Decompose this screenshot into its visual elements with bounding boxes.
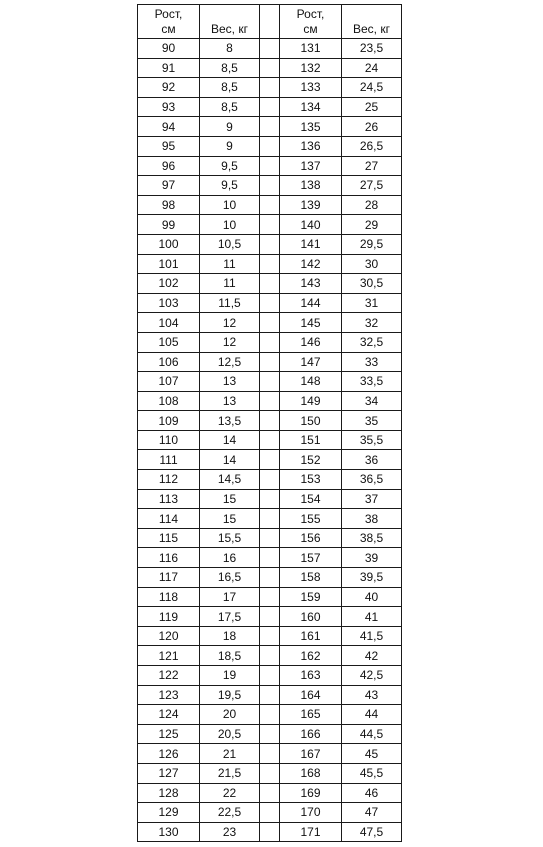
height-cell: 149 bbox=[280, 391, 342, 411]
weight-cell: 23,5 bbox=[342, 39, 402, 59]
height-cell: 141 bbox=[280, 234, 342, 254]
weight-cell: 44 bbox=[342, 705, 402, 725]
weight-cell: 30,5 bbox=[342, 274, 402, 294]
height-cell: 112 bbox=[138, 470, 200, 490]
height-cell: 105 bbox=[138, 332, 200, 352]
column-gap bbox=[260, 509, 280, 529]
table-row bbox=[138, 372, 402, 392]
weight-cell: 14 bbox=[200, 430, 260, 450]
height-cell: 103 bbox=[138, 293, 200, 313]
table-row bbox=[138, 234, 402, 254]
column-gap bbox=[260, 822, 280, 842]
weight-cell: 19,5 bbox=[200, 685, 260, 705]
height-cell: 164 bbox=[280, 685, 342, 705]
weight-cell: 47 bbox=[342, 803, 402, 823]
table-row bbox=[138, 195, 402, 215]
column-gap bbox=[260, 293, 280, 313]
height-cell: 122 bbox=[138, 666, 200, 686]
height-cell: 150 bbox=[280, 411, 342, 431]
weight-cell: 9 bbox=[200, 117, 260, 137]
column-gap bbox=[260, 332, 280, 352]
column-gap bbox=[260, 117, 280, 137]
table-row bbox=[138, 528, 402, 548]
height-cell: 125 bbox=[138, 724, 200, 744]
height-cell: 153 bbox=[280, 470, 342, 490]
table-row bbox=[138, 176, 402, 196]
height-cell: 131 bbox=[280, 39, 342, 59]
weight-cell: 21 bbox=[200, 744, 260, 764]
weight-cell: 9,5 bbox=[200, 176, 260, 196]
height-cell: 95 bbox=[138, 136, 200, 156]
column-gap bbox=[260, 97, 280, 117]
column-gap bbox=[260, 450, 280, 470]
weight-cell: 25 bbox=[342, 97, 402, 117]
column-gap bbox=[260, 39, 280, 59]
column-gap bbox=[260, 313, 280, 333]
height-cell: 124 bbox=[138, 705, 200, 725]
table-row bbox=[138, 548, 402, 568]
column-gap bbox=[260, 803, 280, 823]
table-row bbox=[138, 136, 402, 156]
weight-cell: 17,5 bbox=[200, 607, 260, 627]
header-weight-label: Вес, кг bbox=[211, 21, 248, 36]
column-gap bbox=[260, 5, 280, 39]
weight-cell: 18 bbox=[200, 626, 260, 646]
height-cell: 108 bbox=[138, 391, 200, 411]
table-row bbox=[138, 411, 402, 431]
weight-cell: 17 bbox=[200, 587, 260, 607]
column-gap bbox=[260, 744, 280, 764]
weight-cell: 11,5 bbox=[200, 293, 260, 313]
table-row bbox=[138, 274, 402, 294]
weight-cell: 22 bbox=[200, 783, 260, 803]
table-row bbox=[138, 666, 402, 686]
weight-cell: 9,5 bbox=[200, 156, 260, 176]
table-row bbox=[138, 587, 402, 607]
height-cell: 145 bbox=[280, 313, 342, 333]
weight-cell: 22,5 bbox=[200, 803, 260, 823]
height-cell: 120 bbox=[138, 626, 200, 646]
column-gap bbox=[260, 58, 280, 78]
height-cell: 94 bbox=[138, 117, 200, 137]
weight-cell: 11 bbox=[200, 274, 260, 294]
height-cell: 98 bbox=[138, 195, 200, 215]
weight-cell: 28 bbox=[342, 195, 402, 215]
weight-cell: 38 bbox=[342, 509, 402, 529]
weight-cell: 15 bbox=[200, 509, 260, 529]
header-weight-spacer bbox=[200, 7, 259, 22]
weight-cell: 21,5 bbox=[200, 763, 260, 783]
table-row bbox=[138, 254, 402, 274]
table-row bbox=[138, 646, 402, 666]
weight-cell: 33 bbox=[342, 352, 402, 372]
table-row bbox=[138, 685, 402, 705]
height-cell: 101 bbox=[138, 254, 200, 274]
column-gap bbox=[260, 666, 280, 686]
column-gap bbox=[260, 626, 280, 646]
table-row bbox=[138, 352, 402, 372]
weight-cell: 40 bbox=[342, 587, 402, 607]
height-cell: 157 bbox=[280, 548, 342, 568]
height-cell: 134 bbox=[280, 97, 342, 117]
height-cell: 135 bbox=[280, 117, 342, 137]
height-cell: 140 bbox=[280, 215, 342, 235]
weight-cell: 24 bbox=[342, 58, 402, 78]
table-row bbox=[138, 763, 402, 783]
table-row bbox=[138, 117, 402, 137]
weight-cell: 36,5 bbox=[342, 470, 402, 490]
height-cell: 169 bbox=[280, 783, 342, 803]
height-cell: 152 bbox=[280, 450, 342, 470]
column-gap bbox=[260, 470, 280, 490]
height-cell: 93 bbox=[138, 97, 200, 117]
table-row bbox=[138, 78, 402, 98]
height-cell: 136 bbox=[280, 136, 342, 156]
header-weight-spacer bbox=[342, 7, 401, 22]
height-cell: 162 bbox=[280, 646, 342, 666]
table-row bbox=[138, 607, 402, 627]
column-gap bbox=[260, 391, 280, 411]
height-cell: 160 bbox=[280, 607, 342, 627]
table-row bbox=[138, 783, 402, 803]
height-cell: 128 bbox=[138, 783, 200, 803]
table-row bbox=[138, 39, 402, 59]
column-gap bbox=[260, 568, 280, 588]
weight-cell: 12 bbox=[200, 313, 260, 333]
table-row bbox=[138, 156, 402, 176]
height-cell: 113 bbox=[138, 489, 200, 509]
weight-cell: 16,5 bbox=[200, 568, 260, 588]
height-cell: 129 bbox=[138, 803, 200, 823]
column-gap bbox=[260, 685, 280, 705]
column-gap bbox=[260, 763, 280, 783]
height-cell: 167 bbox=[280, 744, 342, 764]
column-gap bbox=[260, 548, 280, 568]
height-weight-table bbox=[137, 4, 402, 842]
column-gap bbox=[260, 176, 280, 196]
height-cell: 110 bbox=[138, 430, 200, 450]
weight-cell: 27,5 bbox=[342, 176, 402, 196]
height-cell: 159 bbox=[280, 587, 342, 607]
height-cell: 92 bbox=[138, 78, 200, 98]
table-row bbox=[138, 626, 402, 646]
height-cell: 100 bbox=[138, 234, 200, 254]
weight-cell: 29 bbox=[342, 215, 402, 235]
height-cell: 109 bbox=[138, 411, 200, 431]
column-gap bbox=[260, 724, 280, 744]
weight-cell: 30 bbox=[342, 254, 402, 274]
table-row bbox=[138, 509, 402, 529]
weight-cell: 41 bbox=[342, 607, 402, 627]
table-row bbox=[138, 744, 402, 764]
weight-cell: 12,5 bbox=[200, 352, 260, 372]
table-row bbox=[138, 724, 402, 744]
table-row bbox=[138, 97, 402, 117]
weight-cell: 42 bbox=[342, 646, 402, 666]
column-gap bbox=[260, 136, 280, 156]
column-gap bbox=[260, 352, 280, 372]
header-height-line2: см bbox=[161, 21, 176, 36]
height-cell: 163 bbox=[280, 666, 342, 686]
table-row bbox=[138, 430, 402, 450]
height-cell: 115 bbox=[138, 528, 200, 548]
weight-cell: 23 bbox=[200, 822, 260, 842]
weight-cell: 10 bbox=[200, 215, 260, 235]
column-gap bbox=[260, 607, 280, 627]
height-cell: 161 bbox=[280, 626, 342, 646]
height-cell: 143 bbox=[280, 274, 342, 294]
height-cell: 117 bbox=[138, 568, 200, 588]
table-row bbox=[138, 803, 402, 823]
height-cell: 107 bbox=[138, 372, 200, 392]
weight-cell: 26 bbox=[342, 117, 402, 137]
weight-cell: 9 bbox=[200, 136, 260, 156]
height-cell: 111 bbox=[138, 450, 200, 470]
height-cell: 137 bbox=[280, 156, 342, 176]
column-gap bbox=[260, 411, 280, 431]
table-row bbox=[138, 313, 402, 333]
table-row bbox=[138, 332, 402, 352]
weight-cell: 35,5 bbox=[342, 430, 402, 450]
weight-cell: 38,5 bbox=[342, 528, 402, 548]
weight-cell: 8 bbox=[200, 39, 260, 59]
height-cell: 104 bbox=[138, 313, 200, 333]
header-height-line1: Рост, bbox=[154, 6, 183, 21]
height-cell: 132 bbox=[280, 58, 342, 78]
column-gap bbox=[260, 274, 280, 294]
header-row bbox=[138, 5, 402, 39]
height-cell: 168 bbox=[280, 763, 342, 783]
weight-cell: 16 bbox=[200, 548, 260, 568]
height-cell: 147 bbox=[280, 352, 342, 372]
column-gap bbox=[260, 372, 280, 392]
weight-cell: 29,5 bbox=[342, 234, 402, 254]
weight-cell: 45,5 bbox=[342, 763, 402, 783]
weight-cell: 12 bbox=[200, 332, 260, 352]
weight-cell: 32 bbox=[342, 313, 402, 333]
height-cell: 144 bbox=[280, 293, 342, 313]
weight-cell: 18,5 bbox=[200, 646, 260, 666]
table-body bbox=[138, 5, 402, 842]
weight-cell: 37 bbox=[342, 489, 402, 509]
table-row bbox=[138, 489, 402, 509]
height-cell: 146 bbox=[280, 332, 342, 352]
weight-cell: 33,5 bbox=[342, 372, 402, 392]
height-cell: 138 bbox=[280, 176, 342, 196]
weight-cell: 24,5 bbox=[342, 78, 402, 98]
height-cell: 126 bbox=[138, 744, 200, 764]
height-cell: 158 bbox=[280, 568, 342, 588]
height-cell: 119 bbox=[138, 607, 200, 627]
height-cell: 91 bbox=[138, 58, 200, 78]
weight-cell: 15,5 bbox=[200, 528, 260, 548]
weight-cell: 35 bbox=[342, 411, 402, 431]
height-cell: 166 bbox=[280, 724, 342, 744]
weight-cell: 11 bbox=[200, 254, 260, 274]
header-weight-left bbox=[200, 5, 260, 39]
header-height-line2: см bbox=[303, 21, 318, 36]
table-row bbox=[138, 391, 402, 411]
weight-cell: 8,5 bbox=[200, 78, 260, 98]
height-cell: 170 bbox=[280, 803, 342, 823]
table-row bbox=[138, 293, 402, 313]
height-cell: 171 bbox=[280, 822, 342, 842]
weight-cell: 8,5 bbox=[200, 58, 260, 78]
weight-cell: 26,5 bbox=[342, 136, 402, 156]
weight-cell: 20 bbox=[200, 705, 260, 725]
weight-cell: 34 bbox=[342, 391, 402, 411]
column-gap bbox=[260, 254, 280, 274]
weight-cell: 31 bbox=[342, 293, 402, 313]
column-gap bbox=[260, 156, 280, 176]
table-row bbox=[138, 215, 402, 235]
column-gap bbox=[260, 195, 280, 215]
height-cell: 151 bbox=[280, 430, 342, 450]
weight-cell: 42,5 bbox=[342, 666, 402, 686]
table-row bbox=[138, 58, 402, 78]
weight-cell: 13 bbox=[200, 391, 260, 411]
height-cell: 116 bbox=[138, 548, 200, 568]
table-row bbox=[138, 568, 402, 588]
height-cell: 142 bbox=[280, 254, 342, 274]
column-gap bbox=[260, 528, 280, 548]
weight-cell: 8,5 bbox=[200, 97, 260, 117]
height-cell: 127 bbox=[138, 763, 200, 783]
column-gap bbox=[260, 587, 280, 607]
height-cell: 99 bbox=[138, 215, 200, 235]
weight-cell: 47,5 bbox=[342, 822, 402, 842]
height-cell: 114 bbox=[138, 509, 200, 529]
table-row bbox=[138, 450, 402, 470]
weight-cell: 32,5 bbox=[342, 332, 402, 352]
table-row bbox=[138, 822, 402, 842]
height-cell: 123 bbox=[138, 685, 200, 705]
height-cell: 154 bbox=[280, 489, 342, 509]
column-gap bbox=[260, 489, 280, 509]
header-height-left bbox=[138, 5, 200, 39]
weight-cell: 13,5 bbox=[200, 411, 260, 431]
height-cell: 165 bbox=[280, 705, 342, 725]
header-weight-right bbox=[342, 5, 402, 39]
table-row bbox=[138, 705, 402, 725]
height-cell: 148 bbox=[280, 372, 342, 392]
header-weight-label: Вес, кг bbox=[353, 21, 390, 36]
weight-cell: 39 bbox=[342, 548, 402, 568]
weight-cell: 46 bbox=[342, 783, 402, 803]
weight-cell: 27 bbox=[342, 156, 402, 176]
weight-cell: 43 bbox=[342, 685, 402, 705]
weight-cell: 10 bbox=[200, 195, 260, 215]
weight-cell: 45 bbox=[342, 744, 402, 764]
height-cell: 96 bbox=[138, 156, 200, 176]
header-height-right bbox=[280, 5, 342, 39]
height-cell: 130 bbox=[138, 822, 200, 842]
column-gap bbox=[260, 234, 280, 254]
weight-cell: 10,5 bbox=[200, 234, 260, 254]
weight-cell: 41,5 bbox=[342, 626, 402, 646]
weight-cell: 36 bbox=[342, 450, 402, 470]
height-cell: 102 bbox=[138, 274, 200, 294]
weight-cell: 15 bbox=[200, 489, 260, 509]
weight-cell: 19 bbox=[200, 666, 260, 686]
column-gap bbox=[260, 646, 280, 666]
weight-cell: 39,5 bbox=[342, 568, 402, 588]
weight-cell: 13 bbox=[200, 372, 260, 392]
weight-cell: 20,5 bbox=[200, 724, 260, 744]
column-gap bbox=[260, 78, 280, 98]
height-cell: 97 bbox=[138, 176, 200, 196]
header-height-line1: Рост, bbox=[296, 6, 325, 21]
column-gap bbox=[260, 705, 280, 725]
height-cell: 133 bbox=[280, 78, 342, 98]
column-gap bbox=[260, 430, 280, 450]
height-cell: 106 bbox=[138, 352, 200, 372]
height-cell: 156 bbox=[280, 528, 342, 548]
height-cell: 139 bbox=[280, 195, 342, 215]
weight-cell: 14,5 bbox=[200, 470, 260, 490]
height-cell: 90 bbox=[138, 39, 200, 59]
height-cell: 155 bbox=[280, 509, 342, 529]
height-cell: 118 bbox=[138, 587, 200, 607]
column-gap bbox=[260, 783, 280, 803]
column-gap bbox=[260, 215, 280, 235]
height-cell: 121 bbox=[138, 646, 200, 666]
weight-cell: 44,5 bbox=[342, 724, 402, 744]
table-row bbox=[138, 470, 402, 490]
weight-cell: 14 bbox=[200, 450, 260, 470]
